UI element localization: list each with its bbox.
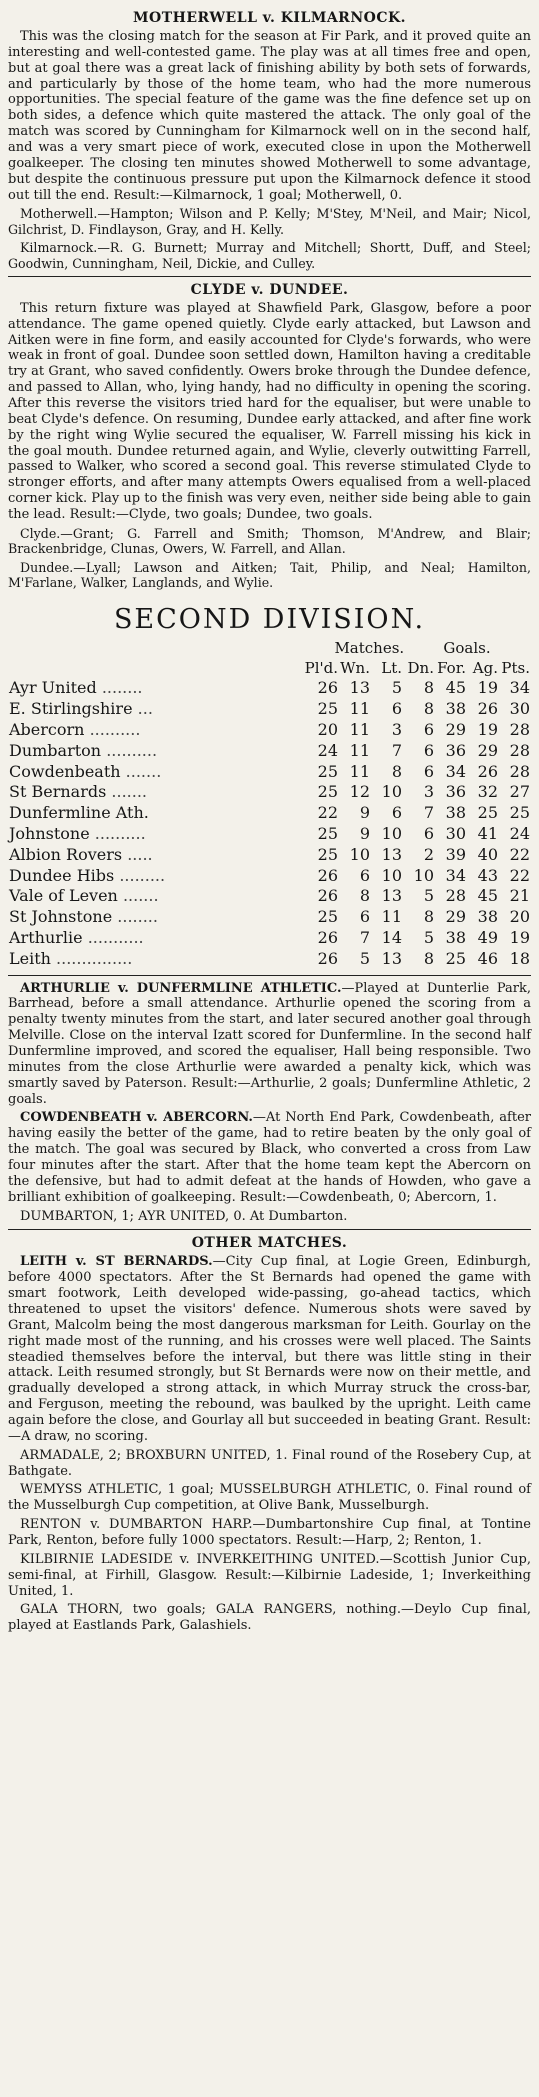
cell-lt: 3 (391, 719, 402, 739)
kilbirnie-result: KILBIRNIE LADESIDE v. INVERKEITHING UNITED.—Scottish Junior Cup, semi-final, at Firhill, Glasgow. Result:—Kilbirnie Ladeside, 1; Inverkeithing United, 1. (8, 1551, 531, 1599)
cell-lt: 6 (391, 699, 402, 719)
table-row (8, 824, 531, 845)
table-row (8, 678, 531, 699)
gala-result: GALA THORN, two goals; GALA RANGERS, nothing.—Deylo Cup final, played at Eastlands Park, Galashiels. (8, 1602, 531, 1634)
table-row (8, 803, 531, 824)
leader-dots: ........... (87, 927, 144, 947)
cell-wn: 8 (359, 886, 370, 906)
cell-wn: 6 (359, 907, 370, 927)
cell-for: 29 (445, 907, 466, 927)
cowdenbeath-report (8, 1110, 531, 1205)
second-division-title: SECOND DIVISION. (113, 604, 426, 636)
column-header: For. (437, 658, 466, 677)
column-headers (8, 659, 531, 679)
dundee-lineup: Dundee.—Lyall; Lawson and Aitken; Tait, Philip, and Neal; Hamilton, M'Farlane, Walker, Langlands, and Wylie. (8, 559, 531, 590)
cell-pld: 26 (317, 678, 338, 698)
team-name: Dumbarton (9, 740, 102, 760)
team-name: Vale of Leven (9, 886, 118, 906)
cell-lt: 10 (381, 865, 402, 885)
cell-for: 34 (445, 865, 466, 885)
team-name: Abercorn (9, 719, 85, 739)
other-matches-heading: OTHER MATCHES. (191, 1235, 348, 1252)
leader-dots: .......... (106, 740, 158, 760)
cell-for: 38 (445, 927, 466, 947)
column-header: Dn. (407, 658, 434, 677)
cell-ag: 26 (477, 761, 498, 781)
column-header: Wn. (340, 658, 370, 677)
cell-ag: 26 (477, 699, 498, 719)
cell-pts: 25 (509, 803, 530, 823)
leader-dots: ....... (125, 761, 162, 781)
leith-report (8, 1254, 531, 1444)
column-header: Ag. (472, 658, 498, 677)
team-name: Albion Rovers (9, 844, 123, 864)
team-name: E. Stirlingshire (9, 699, 133, 719)
leader-dots: ....... (122, 886, 159, 906)
divider (8, 1229, 531, 1230)
cell-lt: 14 (381, 927, 402, 947)
goals-group-header: Goals. (443, 639, 491, 658)
team-name: Dundee Hibs (9, 865, 115, 885)
table-row (8, 782, 531, 803)
divider (8, 975, 531, 976)
clyde-lineup: Clyde.—Grant; G. Farrell and Smith; Thomson, M'Andrew, and Blair; Brackenbridge, Clunas, Owers, W. Farrell, and Allan. (8, 525, 531, 557)
cell-ag: 45 (477, 886, 498, 906)
renton-result: RENTON v. DUMBARTON HARP.—Dumbartonshire Cup final, at Tontine Park, Renton, before fully 1000 spectators. Result:—Harp, 2; Renton, 1. (8, 1517, 531, 1549)
cell-dn: 6 (423, 719, 434, 739)
team-name: Ayr United (9, 678, 97, 698)
cell-dn: 8 (423, 699, 434, 719)
leader-dots: ..... (127, 844, 153, 864)
cell-dn: 7 (423, 803, 434, 823)
kilmarnock-lineup: Kilmarnock.—R. G. Burnett; Murray and Mitchell; Shortt, Duff, and Steel; Goodwin, Cunningham, Neil, Dickie, and Culley. (8, 240, 531, 271)
dumbarton-result: DUMBARTON, 1; AYR UNITED, 0. At Dumbarton. (20, 1208, 348, 1224)
cell-wn: 5 (359, 948, 370, 968)
team-name: St Johnstone (9, 907, 113, 927)
cell-wn: 7 (359, 927, 370, 947)
cell-pld: 20 (317, 719, 338, 739)
leader-dots: ........ (117, 907, 158, 927)
table-row (8, 928, 531, 949)
league-table (8, 639, 531, 969)
leader-dots: ........ (101, 678, 143, 698)
cell-pld: 25 (317, 699, 338, 719)
table-row (8, 699, 531, 720)
cell-for: 36 (445, 782, 466, 802)
league-table-body (8, 678, 531, 969)
cell-for: 36 (445, 740, 466, 760)
cell-ag: 29 (477, 740, 498, 760)
cell-wn: 9 (359, 803, 370, 823)
cell-dn: 6 (423, 761, 434, 781)
cell-for: 28 (445, 886, 466, 906)
cell-lt: 10 (381, 782, 402, 802)
cell-for: 30 (445, 823, 466, 843)
cell-pts: 28 (509, 761, 530, 781)
motherwell-lineup: Motherwell.—Hampton; Wilson and P. Kelly; M'Stey, M'Neil, and Mair; Nicol, Gilchrist, D. Findlayson, Gray, and H. Kelly. (8, 206, 531, 237)
team-name: Arthurlie (9, 927, 83, 947)
cell-wn: 10 (349, 844, 370, 864)
table-row (8, 949, 531, 970)
cell-wn: 11 (349, 761, 370, 781)
cell-pld: 25 (317, 782, 338, 802)
cell-lt: 13 (381, 886, 402, 906)
cell-wn: 11 (349, 699, 370, 719)
table-row (8, 886, 531, 907)
matches-group-header: Matches. (334, 639, 405, 658)
table-row (8, 845, 531, 866)
arthurlie-body: —Played at Dunterlie Park, Barrhead, before a small attendance. Arthurlie opened the scoring from a penalty twenty minutes from the start, and later secured another goal through Melville. Close on the interval Izatt scored for Dunfermline. In the second half Dunfermline improved, and scored the equaliser, Hall being responsible. Two minutes from the close Arthurlie were awarded a penalty kick, which was smartly saved by Paterson. Result:—Arthurlie, 2 goals; Dunfermline Athletic, 2 goals. (8, 980, 531, 1107)
cell-pts: 28 (509, 740, 530, 760)
cell-lt: 5 (391, 678, 402, 698)
cell-dn: 5 (423, 927, 434, 947)
cell-pld: 24 (317, 740, 338, 760)
cell-ag: 43 (477, 865, 498, 885)
leith-lead: LEITH v. ST BERNARDS. (20, 1254, 213, 1270)
team-name: Johnstone (9, 823, 90, 843)
cell-for: 25 (445, 948, 466, 968)
cell-pld: 26 (317, 886, 338, 906)
team-name: St Bernards (9, 782, 107, 802)
arthurlie-lead: ARTHURLIE v. DUNFERMLINE ATHLETIC. (20, 980, 342, 996)
cell-ag: 40 (477, 844, 498, 864)
table-row (8, 741, 531, 762)
cowdenbeath-lead: COWDENBEATH v. ABERCORN. (20, 1110, 253, 1126)
cell-lt: 10 (381, 823, 402, 843)
leader-dots: ... (137, 699, 153, 719)
team-name: Leith (9, 948, 51, 968)
cell-dn: 5 (423, 886, 434, 906)
wemyss-result: WEMYSS ATHLETIC, 1 goal; MUSSELBURGH ATHLETIC, 0. Final round of the Musselburgh Cup competition, at Olive Bank, Musselburgh. (8, 1482, 531, 1514)
cell-pld: 25 (317, 823, 338, 843)
leader-dots: ....... (111, 782, 147, 802)
motherwell-heading: MOTHERWELL v. KILMARNOCK. (133, 10, 406, 26)
armadale-result: ARMADALE, 2; BROXBURN UNITED, 1. Final round of the Rosebery Cup, at Bathgate. (8, 1447, 531, 1479)
table-row (8, 907, 531, 928)
cell-wn: 11 (349, 719, 370, 739)
cell-ag: 19 (477, 719, 498, 739)
cell-ag: 32 (477, 782, 498, 802)
cell-dn: 2 (423, 844, 434, 864)
cell-wn: 6 (359, 865, 370, 885)
cell-for: 38 (445, 803, 466, 823)
cell-pts: 27 (509, 782, 530, 802)
cell-ag: 41 (477, 823, 498, 843)
cell-pts: 24 (509, 823, 530, 843)
table-row (8, 762, 531, 783)
cell-for: 45 (445, 678, 466, 698)
cell-pld: 22 (317, 803, 338, 823)
cell-dn: 8 (423, 678, 434, 698)
cell-pld: 25 (317, 844, 338, 864)
cell-pts: 34 (509, 678, 530, 698)
leith-body: —City Cup final, at Logie Green, Edinburgh, before 4000 spectators. After the St Bernards had opened the game with smart footwork, Leith developed wide-passing, go-ahead tactics, which threatened to upset the visitors' defence. Numerous shots were saved by Grant, Malcolm being the most dangerous marksman for Leith. Gourlay on the right made most of the running, and his crosses were well placed. The Saints steadied themselves before the interval, but there was little sting in their attack. Leith resumed strongly, but St Bernards were now on their mettle, and gradually developed a strong attack, in which Murray struck the cross-bar, and Ferguson, meeting the rebound, was baulked by the upright. Leith came again before the close, and Gourlay all but succeeded in beating Grant. Result:—A draw, no scoring. (8, 1254, 531, 1444)
cell-lt: 11 (381, 907, 402, 927)
column-header: Pts. (501, 658, 530, 677)
team-name: Cowdenbeath (9, 761, 121, 781)
table-row (8, 866, 531, 887)
cell-ag: 19 (477, 678, 498, 698)
cell-pld: 26 (317, 865, 338, 885)
cell-ag: 38 (477, 907, 498, 927)
motherwell-report: This was the closing match for the season at Fir Park, and it proved quite an interesting and well-contested game. The play was at all times free and open, but at goal there was a great lack of finishing ability by both sets of forwards, and particularly by those of the home team, who had the more numerous opportunities. The special feature of the game was the fine defence set up on both sides, a defence which quite mastered the attack. The only goal of the match was scored by Cunningham for Kilmarnock well on in the second half, and was a very smart piece of work, executed close in upon the Motherwell goalkeeper. The closing ten minutes showed Motherwell to some advantage, but despite the continuous pressure put upon the Kilmarnock defence it stood out till the end. Result:—Kilmarnock, 1 goal; Motherwell, 0. (8, 29, 531, 203)
team-name: Dunfermline Ath. (9, 803, 149, 823)
cell-wn: 11 (349, 740, 370, 760)
cell-pts: 20 (509, 907, 530, 927)
cell-lt: 13 (381, 948, 402, 968)
cell-for: 39 (445, 844, 466, 864)
leader-dots: .......... (94, 823, 146, 843)
cell-dn: 8 (423, 907, 434, 927)
cell-pld: 25 (317, 907, 338, 927)
column-header: Pl'd. (304, 658, 338, 677)
cell-pts: 18 (509, 948, 530, 968)
cell-pld: 26 (317, 927, 338, 947)
cowdenbeath-body: —At North End Park, Cowdenbeath, after having easily the better of the game, had to retire beaten by the only goal of the match. The goal was secured by Black, who converted a cross from Law four minutes after the start. After that the home team kept the Abercorn on the defensive, but had to admit defeat at the hands of Howden, who gave a brilliant exhibition of goalkeeping. Result:—Cowdenbeath, 0; Abercorn, 1. (8, 1110, 531, 1205)
cell-for: 38 (445, 699, 466, 719)
arthurlie-report (8, 981, 531, 1108)
cell-pts: 22 (509, 844, 530, 864)
cell-pts: 22 (509, 865, 530, 885)
cell-ag: 25 (477, 803, 498, 823)
column-header: Lt. (381, 658, 402, 677)
cell-dn: 6 (423, 740, 434, 760)
cell-pts: 19 (509, 927, 530, 947)
cell-wn: 12 (349, 782, 370, 802)
cell-lt: 13 (381, 844, 402, 864)
cell-ag: 46 (477, 948, 498, 968)
cell-ag: 49 (477, 927, 498, 947)
cell-lt: 7 (391, 740, 402, 760)
cell-pts: 21 (509, 886, 530, 906)
leader-dots: .......... (89, 719, 141, 739)
clyde-heading: CLYDE v. DUNDEE. (190, 281, 349, 298)
cell-pts: 28 (509, 719, 530, 739)
leader-dots: ......... (119, 865, 166, 885)
cell-lt: 6 (391, 803, 402, 823)
cell-dn: 10 (413, 865, 434, 885)
cell-wn: 13 (349, 678, 370, 698)
cell-pld: 26 (317, 948, 338, 968)
table-row (8, 720, 531, 741)
cell-lt: 8 (391, 761, 402, 781)
cell-for: 34 (445, 761, 466, 781)
cell-dn: 3 (423, 782, 434, 802)
clyde-report: This return fixture was played at Shawfield Park, Glasgow, before a poor attendance. The game opened quietly. Clyde early attacked, but Lawson and Aitken were in fine form, and easily accounted for Clyde's forwards, who were weak in front of goal. Dundee soon settled down, Hamilton having a creditable try at Grant, who saved confidently. Owers broke through the Dundee defence, and passed to Allan, who, lying handy, had no difficulty in opening the scoring. After this reverse the visitors tried hard for the equaliser, but were unable to beat Clyde's defence. On resuming, Dundee early attacked, and after fine work by the right wing Wylie secured the equaliser, W. Farrell missing his kick in the goal mouth. Dundee returned again, and Wylie, cleverly outwitting Farrell, passed to Walker, who scored a second goal. This reverse stimulated Clyde to stronger efforts, and after many attempts Owers equalised from a well-placed corner kick. Play up to the finish was very even, neither side being able to gain the lead. Result:—Clyde, two goals; Dundee, two goals. (8, 300, 531, 523)
cell-pts: 30 (509, 699, 530, 719)
cell-dn: 6 (423, 823, 434, 843)
cell-pld: 25 (317, 761, 338, 781)
cell-wn: 9 (359, 823, 370, 843)
divider (8, 276, 531, 277)
leader-dots: ............... (56, 948, 133, 968)
cell-for: 29 (445, 719, 466, 739)
cell-dn: 8 (423, 948, 434, 968)
